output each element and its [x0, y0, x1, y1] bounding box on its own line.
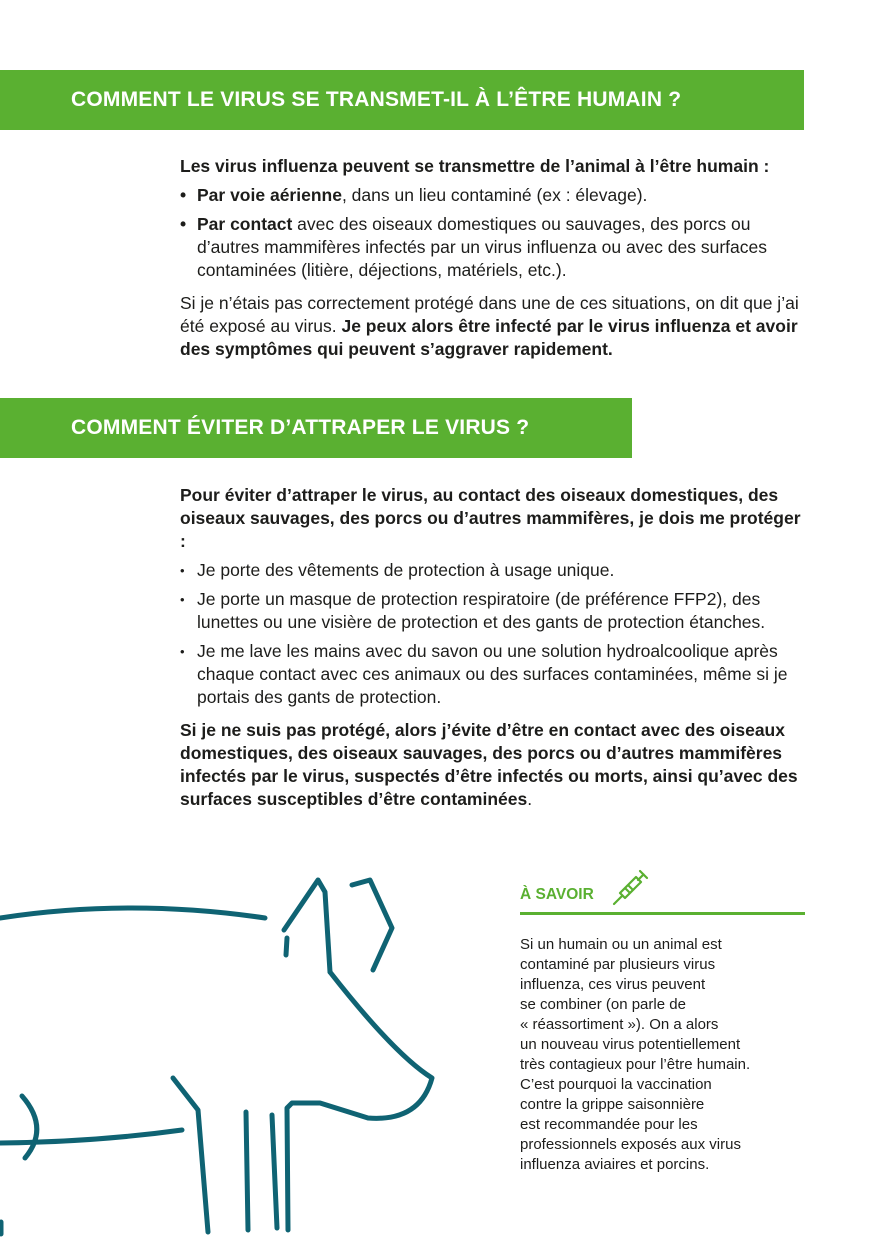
- bullet: •: [180, 185, 187, 205]
- a-savoir-text: Si un humain ou un animal est contaminé par plusieurs virus influenza, ces virus peuvent se combiner (on parle de « réassortiment »). On a alors un nouveau virus potentiellement très contagieux pour l’être humain. C’est pourquoi la vaccination contre la grippe saisonnière est recommandée pour les professionnels exposés aux virus influenza aviaires et porcins.: [520, 936, 751, 1173]
- section-banner-prevention: [0, 398, 632, 458]
- syringe-icon: [610, 868, 650, 908]
- list-item: [180, 213, 808, 282]
- bullet: •: [180, 214, 187, 234]
- list-item: [180, 640, 808, 709]
- list-item: [180, 184, 808, 207]
- section-banner-transmission: [0, 70, 804, 130]
- transmission-list: [180, 184, 808, 282]
- item-text: , dans un lieu contaminé (ex : élevage).: [341, 185, 648, 205]
- warning-bold-text: Si je ne suis pas protégé, alors j’évite d’être en contact avec des oiseaux domestiques, des oiseaux sauvages, des porcs ou d’autres mammifères infectés par le virus, suspectés d’être infectés ou morts, ainsi qu’avec des surfaces susceptibles d’être contaminées: [180, 720, 798, 809]
- item-bold-text: Par voie aérienne: [197, 185, 342, 205]
- exposure-paragraph: [180, 292, 808, 361]
- bullet: •: [180, 592, 185, 607]
- exposure-text: Si je n’étais pas correctement protégé dans une de ces situations, on dit que j’ai été exposé au virus.: [180, 293, 799, 336]
- section-transmission: [180, 155, 808, 361]
- list-item: [180, 588, 808, 634]
- item-text: Je me lave les mains avec du savon ou une solution hydroalcoolique après chaque contact avec ces animaux ou des surfaces contaminées, même si je portais des gants de protection.: [197, 641, 788, 707]
- a-savoir-box: [520, 868, 805, 1175]
- prevention-list: [180, 559, 808, 709]
- prevention-intro: Pour éviter d’attraper le virus, au contact des oiseaux domestiques, des oiseaux sauvages, des porcs ou d’autres mammifères, je dois me protéger :: [180, 485, 801, 551]
- warning-paragraph: [180, 719, 808, 811]
- pig-illustration: [0, 860, 450, 1240]
- a-savoir-header: [520, 868, 805, 915]
- transmission-intro: Les virus influenza peuvent se transmettre de l’animal à l’être humain :: [180, 156, 770, 176]
- item-text: avec des oiseaux domestiques ou sauvages, des porcs ou d’autres mammifères infectés par un virus influenza ou avec des surfaces contaminées (litière, déjections, matériels, etc.).: [197, 214, 767, 280]
- item-bold-text: Par contact: [197, 214, 293, 234]
- exposure-bold-text: Je peux alors être infecté par le virus influenza et avoir des symptômes qui peuvent s’aggraver rapidement.: [180, 316, 798, 359]
- section-title-prevention: COMMENT ÉVITER D’ATTRAPER LE VIRUS ?: [71, 416, 530, 439]
- bullet: •: [180, 644, 185, 659]
- section-title-transmission: COMMENT LE VIRUS SE TRANSMET-IL À L’ÊTRE HUMAIN ?: [71, 88, 682, 111]
- item-text: Je porte des vêtements de protection à usage unique.: [197, 560, 615, 580]
- a-savoir-title: À SAVOIR: [520, 886, 594, 903]
- bullet: •: [180, 563, 185, 578]
- item-text: Je porte un masque de protection respiratoire (de préférence FFP2), des lunettes ou une visière de protection et des gants de protection étanches.: [197, 589, 766, 632]
- list-item: [180, 559, 808, 582]
- section-prevention: [180, 484, 808, 811]
- warning-end: .: [527, 789, 533, 809]
